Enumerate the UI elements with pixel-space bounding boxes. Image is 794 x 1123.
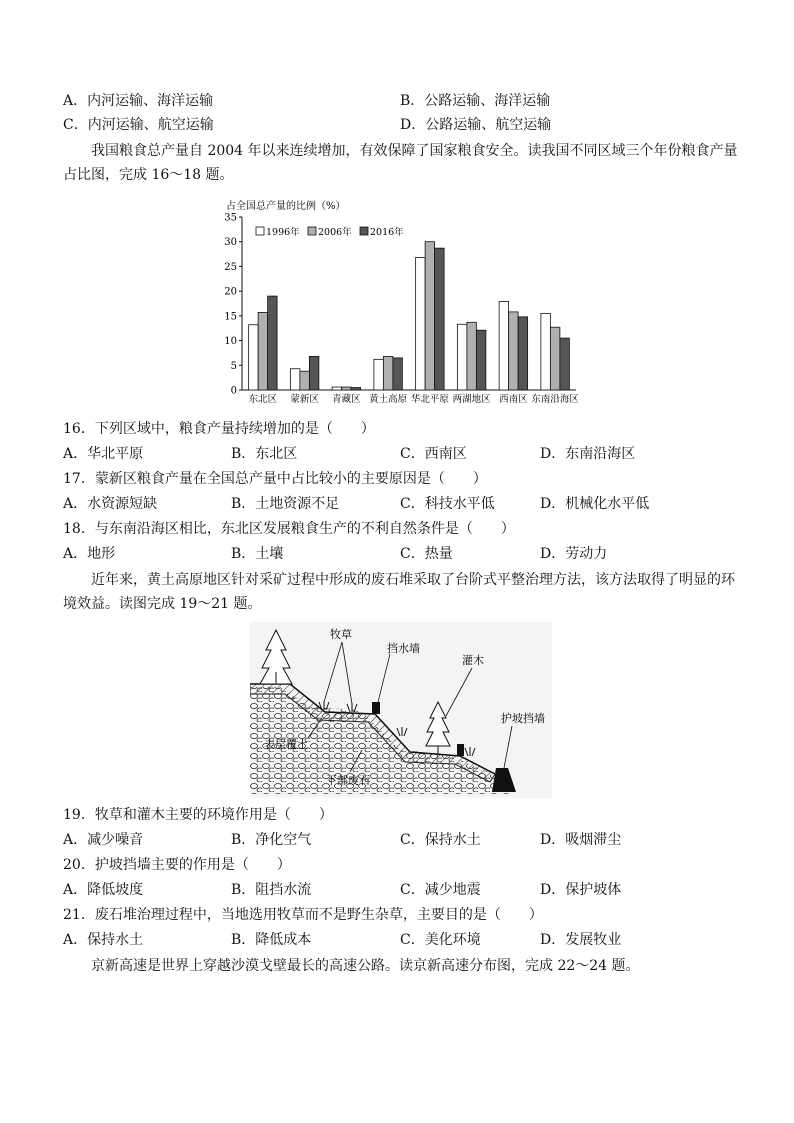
y-tick-label: 25 <box>224 261 237 273</box>
q19-option-c: C．保持水土 <box>400 832 481 848</box>
q17-option-d: D．机械化水平低 <box>540 496 650 512</box>
intro-16-18-line2: 占比图，完成 16～18 题。 <box>63 167 234 183</box>
y-tick-label: 5 <box>230 360 237 372</box>
q21-option-a: A．保持水土 <box>63 932 144 948</box>
y-tick-label: 20 <box>224 286 237 298</box>
water-retaining-wall <box>457 744 464 756</box>
y-tick-label: 30 <box>224 237 237 249</box>
q18-stem: 18．与东南沿海区相比，东北区发展粮食生产的不利自然条件是（ ） <box>63 521 515 537</box>
q21-stem: 21．废石堆治理过程中，当地选用牧草而不是野生杂草，主要目的是（ ） <box>63 907 543 923</box>
x-tick-label: 青藏区 <box>332 394 361 405</box>
bar-华北平原-1996年 <box>416 258 426 390</box>
q21-option-c: C．美化环境 <box>400 932 481 948</box>
bar-两湖地区-2016年 <box>476 330 486 390</box>
q20-stem: 20．护坡挡墙主要的作用是（ ） <box>63 857 291 873</box>
q20-option-d: D．保护坡体 <box>540 882 622 898</box>
bar-蒙新区-2016年 <box>309 356 319 390</box>
x-tick-label: 东北区 <box>248 394 278 405</box>
x-tick-label: 华北平原 <box>410 394 449 405</box>
bar-东北区-2016年 <box>268 296 278 390</box>
bar-东南沿海区-1996年 <box>541 313 551 390</box>
label-slope-protection-wall: 护坡挡墙 <box>501 712 545 725</box>
q19-option-b: B．净化空气 <box>231 832 312 848</box>
legend-swatch <box>308 227 316 235</box>
bar-华北平原-2016年 <box>435 248 445 390</box>
water-retaining-wall <box>372 702 380 714</box>
y-tick-label: 10 <box>224 336 237 348</box>
q19-option-d: D．吸烟滞尘 <box>540 832 622 848</box>
label-topsoil: 表层覆土 <box>264 738 308 751</box>
q16-option-b: B．东北区 <box>231 446 298 462</box>
q18-option-c: C．热量 <box>400 546 453 562</box>
legend-label: 2006年 <box>318 227 352 238</box>
bar-东北区-2006年 <box>258 312 268 390</box>
legend-swatch <box>256 227 264 235</box>
q17-option-a: A．水资源短缺 <box>63 496 158 512</box>
intro-16-18-line1: 我国粮食总产量自 2004 年以来连续增加，有效保障了国家粮食安全。读我国不同区域三个年份粮食产量 <box>91 143 738 159</box>
label-grass: 牧草 <box>330 628 352 641</box>
bar-青藏区-1996年 <box>332 387 342 390</box>
y-tick-label: 35 <box>224 212 237 224</box>
bar-黄土高原-1996年 <box>374 359 384 390</box>
q18-option-d: D．劳动力 <box>540 546 608 562</box>
q18-option-a: A．地形 <box>63 546 116 562</box>
q16-option-d: D．东南沿海区 <box>540 446 636 462</box>
q15-option-b: B．公路运输、海洋运输 <box>400 93 551 109</box>
q15-option-c: C．内河运输、航空运输 <box>63 117 214 133</box>
bar-青藏区-2016年 <box>351 388 361 390</box>
y-tick-label: 15 <box>224 311 237 323</box>
q21-option-d: D．发展牧业 <box>540 932 622 948</box>
bar-蒙新区-1996年 <box>290 369 300 390</box>
q19-option-a: A．减少噪音 <box>63 832 144 848</box>
terraced-waste-rock-diagram <box>250 622 552 798</box>
chart-title: 占全国总产量的比例（%） <box>226 201 346 212</box>
bar-华北平原-2006年 <box>425 242 435 390</box>
intro-19-21-line1: 近年来，黄土高原地区针对采矿过程中形成的废石堆采取了台阶式平整治理方法，该方法取得了明显的环 <box>91 572 735 588</box>
bar-东南沿海区-2006年 <box>550 327 560 390</box>
q20-option-c: C．减少地震 <box>400 882 481 898</box>
x-tick-label: 西南区 <box>499 394 528 405</box>
q17-stem: 17．蒙新区粮食产量在全国总产量中占比较小的主要原因是（ ） <box>63 471 487 487</box>
q16-option-a: A．华北平原 <box>63 446 144 462</box>
bar-东南沿海区-2016年 <box>560 338 570 390</box>
legend-label: 1996年 <box>266 227 300 238</box>
grain-share-bar-chart <box>222 197 582 409</box>
legend-swatch <box>360 227 368 235</box>
x-tick-label: 东南沿海区 <box>531 394 579 405</box>
bar-黄土高原-2006年 <box>383 356 393 390</box>
intro-22-24-line1: 京新高速是世界上穿越沙漠戈壁最长的高速公路。读京新高速分布图，完成 22～24 题。 <box>91 958 640 974</box>
bar-两湖地区-1996年 <box>457 324 467 390</box>
q19-stem: 19．牧草和灌木主要的环境作用是（ ） <box>63 807 333 823</box>
q16-stem: 16．下列区域中，粮食产量持续增加的是（ ） <box>63 421 375 437</box>
x-tick-label: 蒙新区 <box>290 394 319 405</box>
q17-option-c: C．科技水平低 <box>400 496 495 512</box>
q15-option-d: D．公路运输、航空运输 <box>400 117 552 133</box>
bar-东北区-1996年 <box>249 325 259 390</box>
q18-option-b: B．土壤 <box>231 546 284 562</box>
legend-label: 2016年 <box>370 227 404 238</box>
bar-两湖地区-2006年 <box>467 322 477 390</box>
q20-option-b: B．阻挡水流 <box>231 882 312 898</box>
bar-西南区-2016年 <box>518 317 528 390</box>
bar-黄土高原-2016年 <box>393 358 403 390</box>
x-tick-label: 黄土高原 <box>369 394 408 405</box>
label-waste-rock: 下部废石 <box>326 774 370 787</box>
bar-青藏区-2006年 <box>342 387 352 390</box>
label-shrub: 灌木 <box>462 654 484 667</box>
bar-西南区-2006年 <box>509 312 519 390</box>
q21-option-b: B．降低成本 <box>231 932 312 948</box>
y-tick-label: 0 <box>230 385 237 397</box>
q20-option-a: A．降低坡度 <box>63 882 144 898</box>
label-water-retaining-wall: 挡水墙 <box>387 642 420 655</box>
intro-19-21-line2: 境效益。读图完成 19～21 题。 <box>63 596 262 612</box>
q17-option-b: B．土地资源不足 <box>231 496 340 512</box>
q16-option-c: C．西南区 <box>400 446 467 462</box>
x-tick-label: 两湖地区 <box>452 394 491 405</box>
bar-蒙新区-2006年 <box>300 371 310 390</box>
q15-option-a: A．内河运输、海洋运输 <box>63 93 214 109</box>
bar-西南区-1996年 <box>499 302 509 390</box>
